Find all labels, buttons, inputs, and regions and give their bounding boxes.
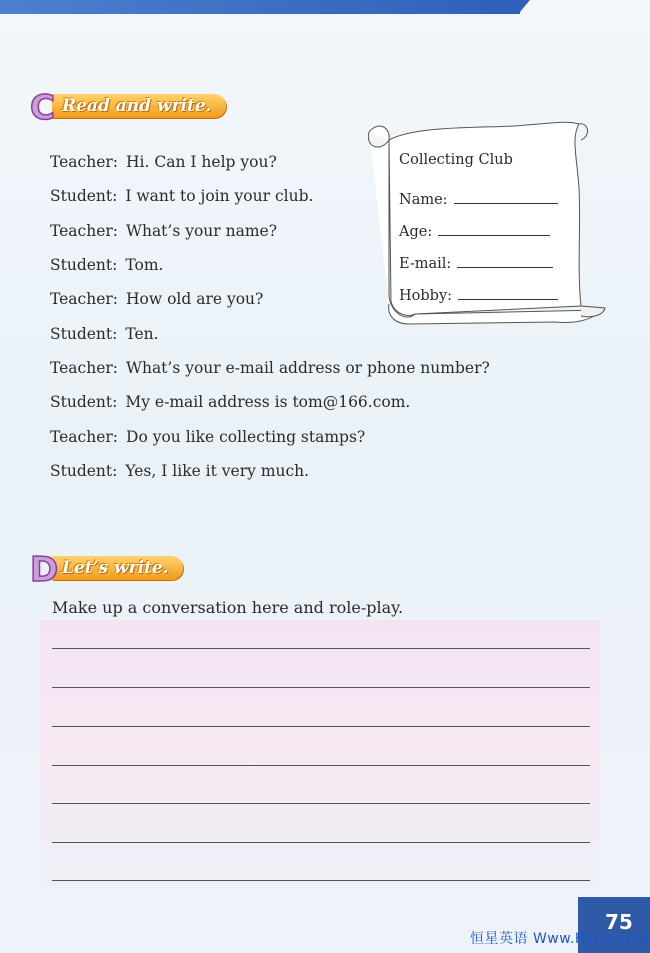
age-field[interactable] [438,235,550,236]
speech-text: Do you like collecting stamps? [126,427,366,446]
speech-text: My e-mail address is tom@166.com. [125,393,411,412]
speaker-label: Teacher: [50,153,119,172]
form-label-name: Name: [399,192,448,208]
speech-text: What’s your name? [126,221,278,240]
speech-text: How old are you? [126,290,264,309]
section-d-letter: D [30,550,59,590]
speaker-label: Teacher: [50,221,119,240]
speech-text: Yes, I like it very much. [125,461,310,480]
speaker-label: Student: [50,461,118,480]
club-form [399,150,599,308]
writing-line[interactable] [52,726,590,727]
speaker-label: Teacher: [50,427,119,446]
name-field[interactable] [454,203,558,204]
writing-line[interactable] [52,765,590,766]
page-number: 75 [605,910,633,934]
writing-line[interactable] [52,803,590,804]
speaker-label: Student: [50,187,118,206]
form-title: Collecting Club [399,152,513,168]
speaker-label: Student: [50,324,118,343]
speaker-label: Student: [50,256,118,275]
club-form-scroll [355,118,610,328]
speech-text: Hi. Can I help you? [126,153,277,172]
writing-line[interactable] [52,648,590,649]
site-watermark: 恒星英语 Www.Hxen.com [470,931,650,947]
section-c-letter: C [30,88,55,128]
writing-area [40,620,600,890]
form-label-age: Age: [399,224,433,240]
dialogue-line [50,385,520,419]
writing-line[interactable] [52,880,590,881]
top-color-bar [0,0,520,14]
writing-line[interactable] [52,842,590,843]
speech-text: I want to join your club. [125,187,314,206]
dialogue-line [50,351,520,385]
speech-text: What’s your e-mail address or phone number? [126,358,490,377]
form-row-hobby [399,276,599,308]
form-row-age [399,212,599,244]
writing-instruction: Make up a conversation here and role-play. [52,598,404,617]
form-row-name [399,180,599,212]
form-label-hobby: Hobby: [399,288,453,304]
writing-line[interactable] [52,687,590,688]
hobby-field[interactable] [458,299,558,300]
section-d-title-pill [52,556,183,580]
speaker-label: Teacher: [50,358,119,377]
form-label-email: E-mail: [399,256,452,272]
dialogue-line [50,454,520,488]
speech-text: Ten. [125,324,159,343]
email-field[interactable] [457,267,553,268]
section-c-title: Read and write. [62,96,212,116]
speech-text: Tom. [125,256,164,275]
speaker-label: Student: [50,393,118,412]
section-d-title: Let’s write. [62,558,169,578]
form-row-email [399,244,599,276]
speaker-label: Teacher: [50,290,119,309]
dialogue-line [50,419,520,453]
section-c-title-pill [52,94,226,118]
